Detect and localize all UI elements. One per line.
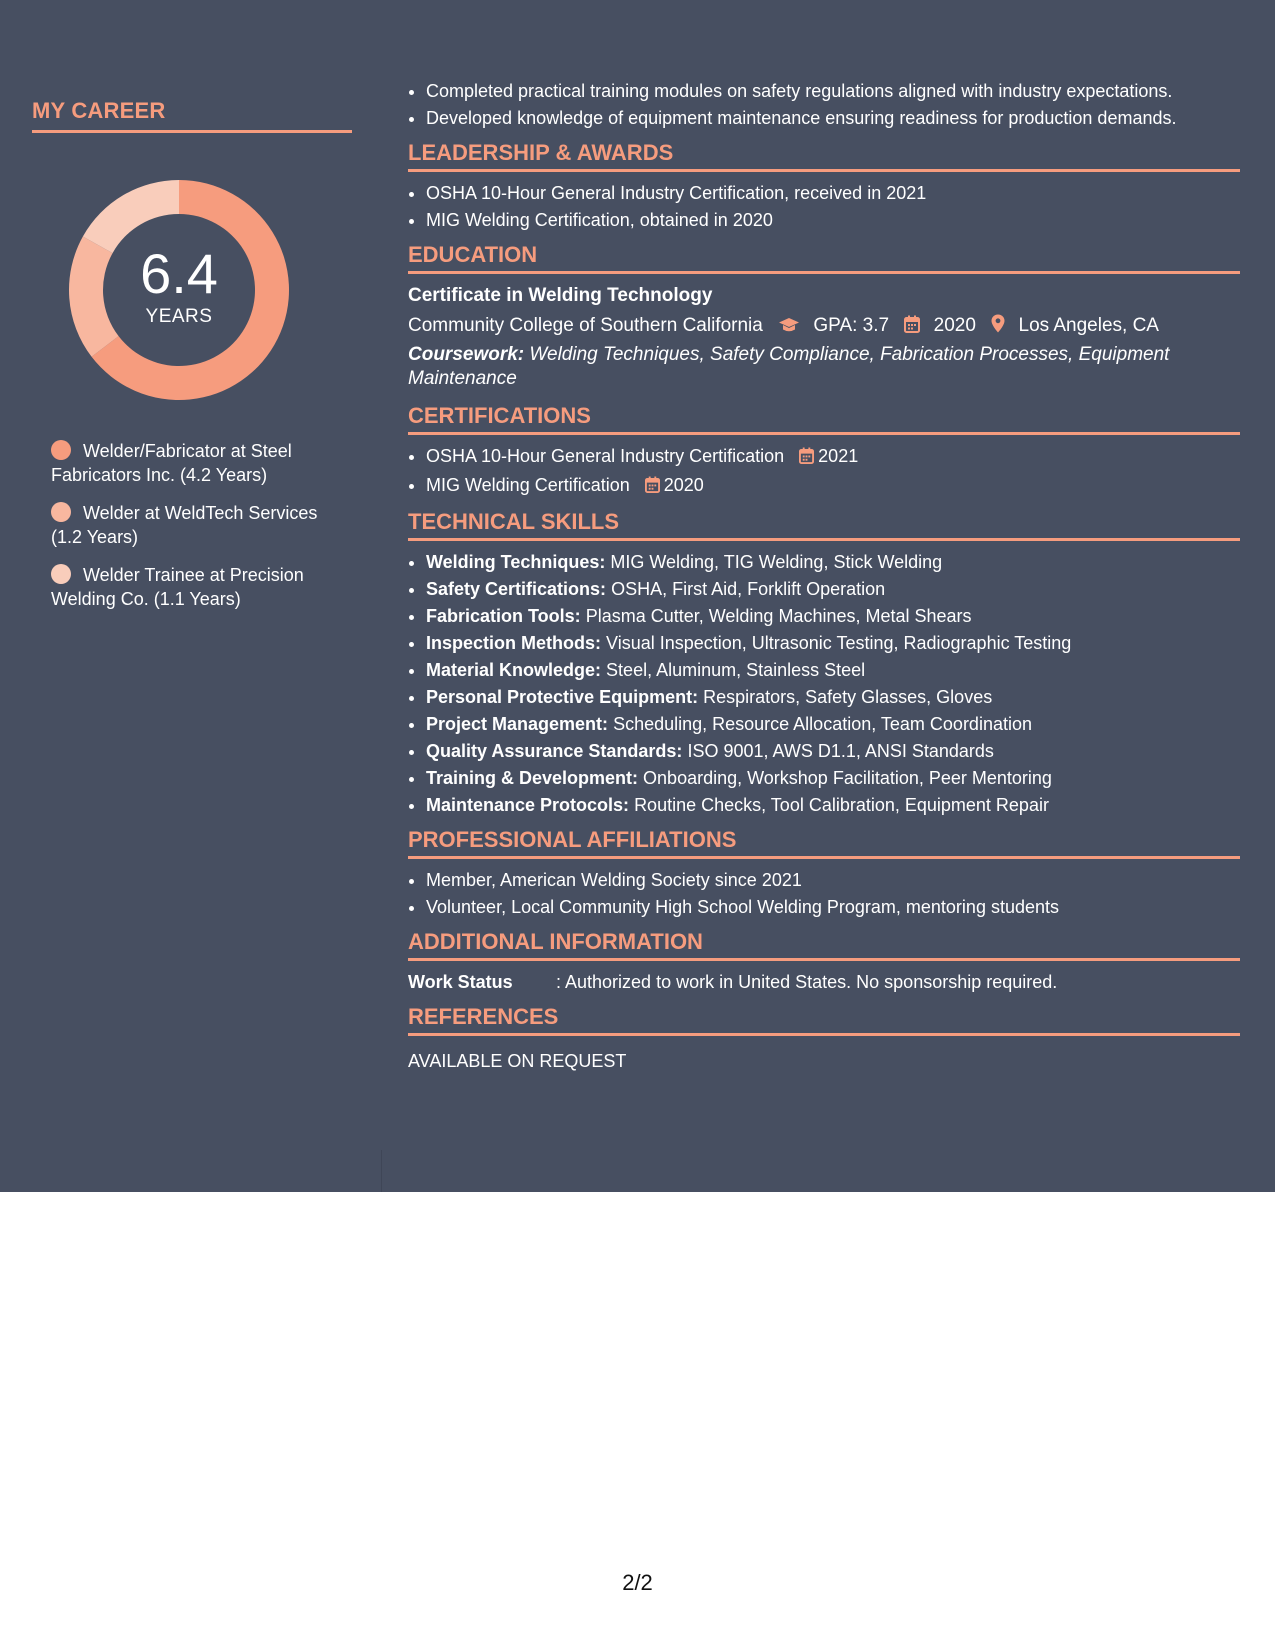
graduation-cap-icon bbox=[778, 312, 800, 343]
skill-item bbox=[426, 603, 1240, 630]
additional-info-title: ADDITIONAL INFORMATION bbox=[408, 929, 1240, 961]
education-title: EDUCATION bbox=[408, 242, 1240, 274]
legend-dot-icon bbox=[51, 564, 71, 584]
skill-item bbox=[426, 792, 1240, 819]
coursework-list: Welding Techniques, Safety Compliance, Fabrication Processes, Equipment Maintenance bbox=[408, 344, 1170, 389]
coursework-label: Coursework: bbox=[408, 344, 525, 365]
affiliations-list bbox=[408, 867, 1240, 921]
resume-main bbox=[408, 78, 1240, 1075]
leadership-title: LEADERSHIP & AWARDS bbox=[408, 140, 1240, 172]
calendar-icon bbox=[904, 312, 920, 343]
skill-item bbox=[426, 765, 1240, 792]
calendar-icon bbox=[799, 445, 814, 472]
coursework bbox=[408, 343, 1240, 391]
legend-label: Welder/Fabricator at Steel Fabricators Inc. (4.2 Years) bbox=[51, 441, 292, 485]
certification-year: 2020 bbox=[663, 475, 704, 495]
legend-item bbox=[51, 563, 341, 611]
column-divider bbox=[381, 1150, 382, 1192]
school-location: Los Angeles, CA bbox=[1018, 315, 1159, 336]
skill-label: Training & Development: bbox=[426, 768, 639, 788]
skill-label: Project Management: bbox=[426, 714, 609, 734]
skill-value: ISO 9001, AWS D1.1, ANSI Standards bbox=[687, 741, 994, 761]
leadership-list bbox=[408, 180, 1240, 234]
list-item: • Member, American Welding Society since 2021 bbox=[426, 867, 1240, 894]
total-years-unit: YEARS bbox=[145, 306, 213, 327]
skill-value: Respirators, Safety Glasses, Gloves bbox=[703, 687, 993, 707]
references-section bbox=[408, 1004, 1240, 1075]
total-years-value: 6.4 bbox=[140, 242, 218, 305]
graduation-year: 2020 bbox=[933, 315, 976, 336]
skill-value: Plasma Cutter, Welding Machines, Metal Shears bbox=[585, 606, 972, 626]
skill-label: Personal Protective Equipment: bbox=[426, 687, 699, 707]
skills-list bbox=[408, 549, 1240, 819]
affiliations-title: PROFESSIONAL AFFILIATIONS bbox=[408, 827, 1240, 859]
skill-label: Fabrication Tools: bbox=[426, 606, 581, 626]
skill-value: Visual Inspection, Ultrasonic Testing, Radiographic Testing bbox=[606, 633, 1072, 653]
education-details bbox=[408, 310, 1240, 343]
references-text: AVAILABLE ON REQUEST bbox=[408, 1051, 627, 1071]
skill-item bbox=[426, 576, 1240, 603]
gpa: GPA: 3.7 bbox=[813, 315, 890, 336]
skill-item bbox=[426, 711, 1240, 738]
certification-name: OSHA 10-Hour General Industry Certification bbox=[426, 446, 785, 466]
legend-item bbox=[51, 501, 341, 549]
career-title: MY CAREER bbox=[32, 98, 352, 133]
legend-label: Welder at WeldTech Services (1.2 Years) bbox=[51, 503, 318, 547]
donut-center bbox=[66, 177, 292, 403]
list-item: • Developed knowledge of equipment maintenance ensuring readiness for production demands. bbox=[426, 105, 1240, 132]
legend-label: Welder Trainee at Precision Welding Co. (1.1 Years) bbox=[51, 565, 304, 609]
school-name: Community College of Southern California bbox=[408, 315, 763, 336]
skill-label: Welding Techniques: bbox=[426, 552, 606, 572]
certifications-list bbox=[408, 443, 1240, 501]
skill-value: MIG Welding, TIG Welding, Stick Welding bbox=[610, 552, 943, 572]
affiliations-section bbox=[408, 827, 1240, 921]
leadership-section bbox=[408, 140, 1240, 234]
career-sidebar bbox=[32, 98, 352, 625]
education-section bbox=[408, 242, 1240, 391]
legend-dot-icon bbox=[51, 440, 71, 460]
skill-value: Steel, Aluminum, Stainless Steel bbox=[606, 660, 866, 680]
certification-name: MIG Welding Certification bbox=[426, 475, 630, 495]
career-legend bbox=[32, 439, 352, 611]
skill-item bbox=[426, 549, 1240, 576]
skills-title: TECHNICAL SKILLS bbox=[408, 509, 1240, 541]
skills-section bbox=[408, 509, 1240, 819]
legend-dot-icon bbox=[51, 502, 71, 522]
list-item: • OSHA 10-Hour General Industry Certification, received in 2021 bbox=[426, 180, 1240, 207]
list-item: • Completed practical training modules on safety regulations aligned with industry expectations. bbox=[426, 78, 1240, 105]
skill-label: Safety Certifications: bbox=[426, 579, 607, 599]
skill-item bbox=[426, 684, 1240, 711]
list-item: • Volunteer, Local Community High School Welding Program, mentoring students bbox=[426, 894, 1240, 921]
list-item bbox=[426, 443, 1240, 472]
legend-item bbox=[51, 439, 341, 487]
certifications-section bbox=[408, 403, 1240, 501]
skill-label: Maintenance Protocols: bbox=[426, 795, 630, 815]
additional-info-section bbox=[408, 929, 1240, 996]
certification-year: 2021 bbox=[818, 446, 859, 466]
experience-continued-list bbox=[408, 78, 1240, 132]
skill-item bbox=[426, 630, 1240, 657]
work-status-value: : Authorized to work in United States. No sponsorship required. bbox=[556, 972, 1058, 992]
skill-value: Routine Checks, Tool Calibration, Equipment Repair bbox=[634, 795, 1049, 815]
career-donut-chart bbox=[66, 177, 292, 403]
work-status-label: Work Status bbox=[408, 972, 513, 992]
degree-name: Certificate in Welding Technology bbox=[408, 285, 713, 306]
page-indicator: 2/2 bbox=[622, 1570, 653, 1595]
skill-value: Onboarding, Workshop Facilitation, Peer Mentoring bbox=[643, 768, 1052, 788]
skill-item bbox=[426, 657, 1240, 684]
calendar-icon bbox=[645, 474, 660, 501]
list-item bbox=[426, 472, 1240, 501]
skill-label: Material Knowledge: bbox=[426, 660, 602, 680]
map-pin-icon bbox=[991, 312, 1005, 343]
references-title: REFERENCES bbox=[408, 1004, 1240, 1036]
work-status-row bbox=[408, 969, 1240, 996]
skill-value: OSHA, First Aid, Forklift Operation bbox=[611, 579, 886, 599]
certifications-title: CERTIFICATIONS bbox=[408, 403, 1240, 435]
list-item: • MIG Welding Certification, obtained in 2020 bbox=[426, 207, 1240, 234]
skill-label: Quality Assurance Standards: bbox=[426, 741, 683, 761]
skill-label: Inspection Methods: bbox=[426, 633, 601, 653]
skill-value: Scheduling, Resource Allocation, Team Coordination bbox=[613, 714, 1032, 734]
skill-item bbox=[426, 738, 1240, 765]
